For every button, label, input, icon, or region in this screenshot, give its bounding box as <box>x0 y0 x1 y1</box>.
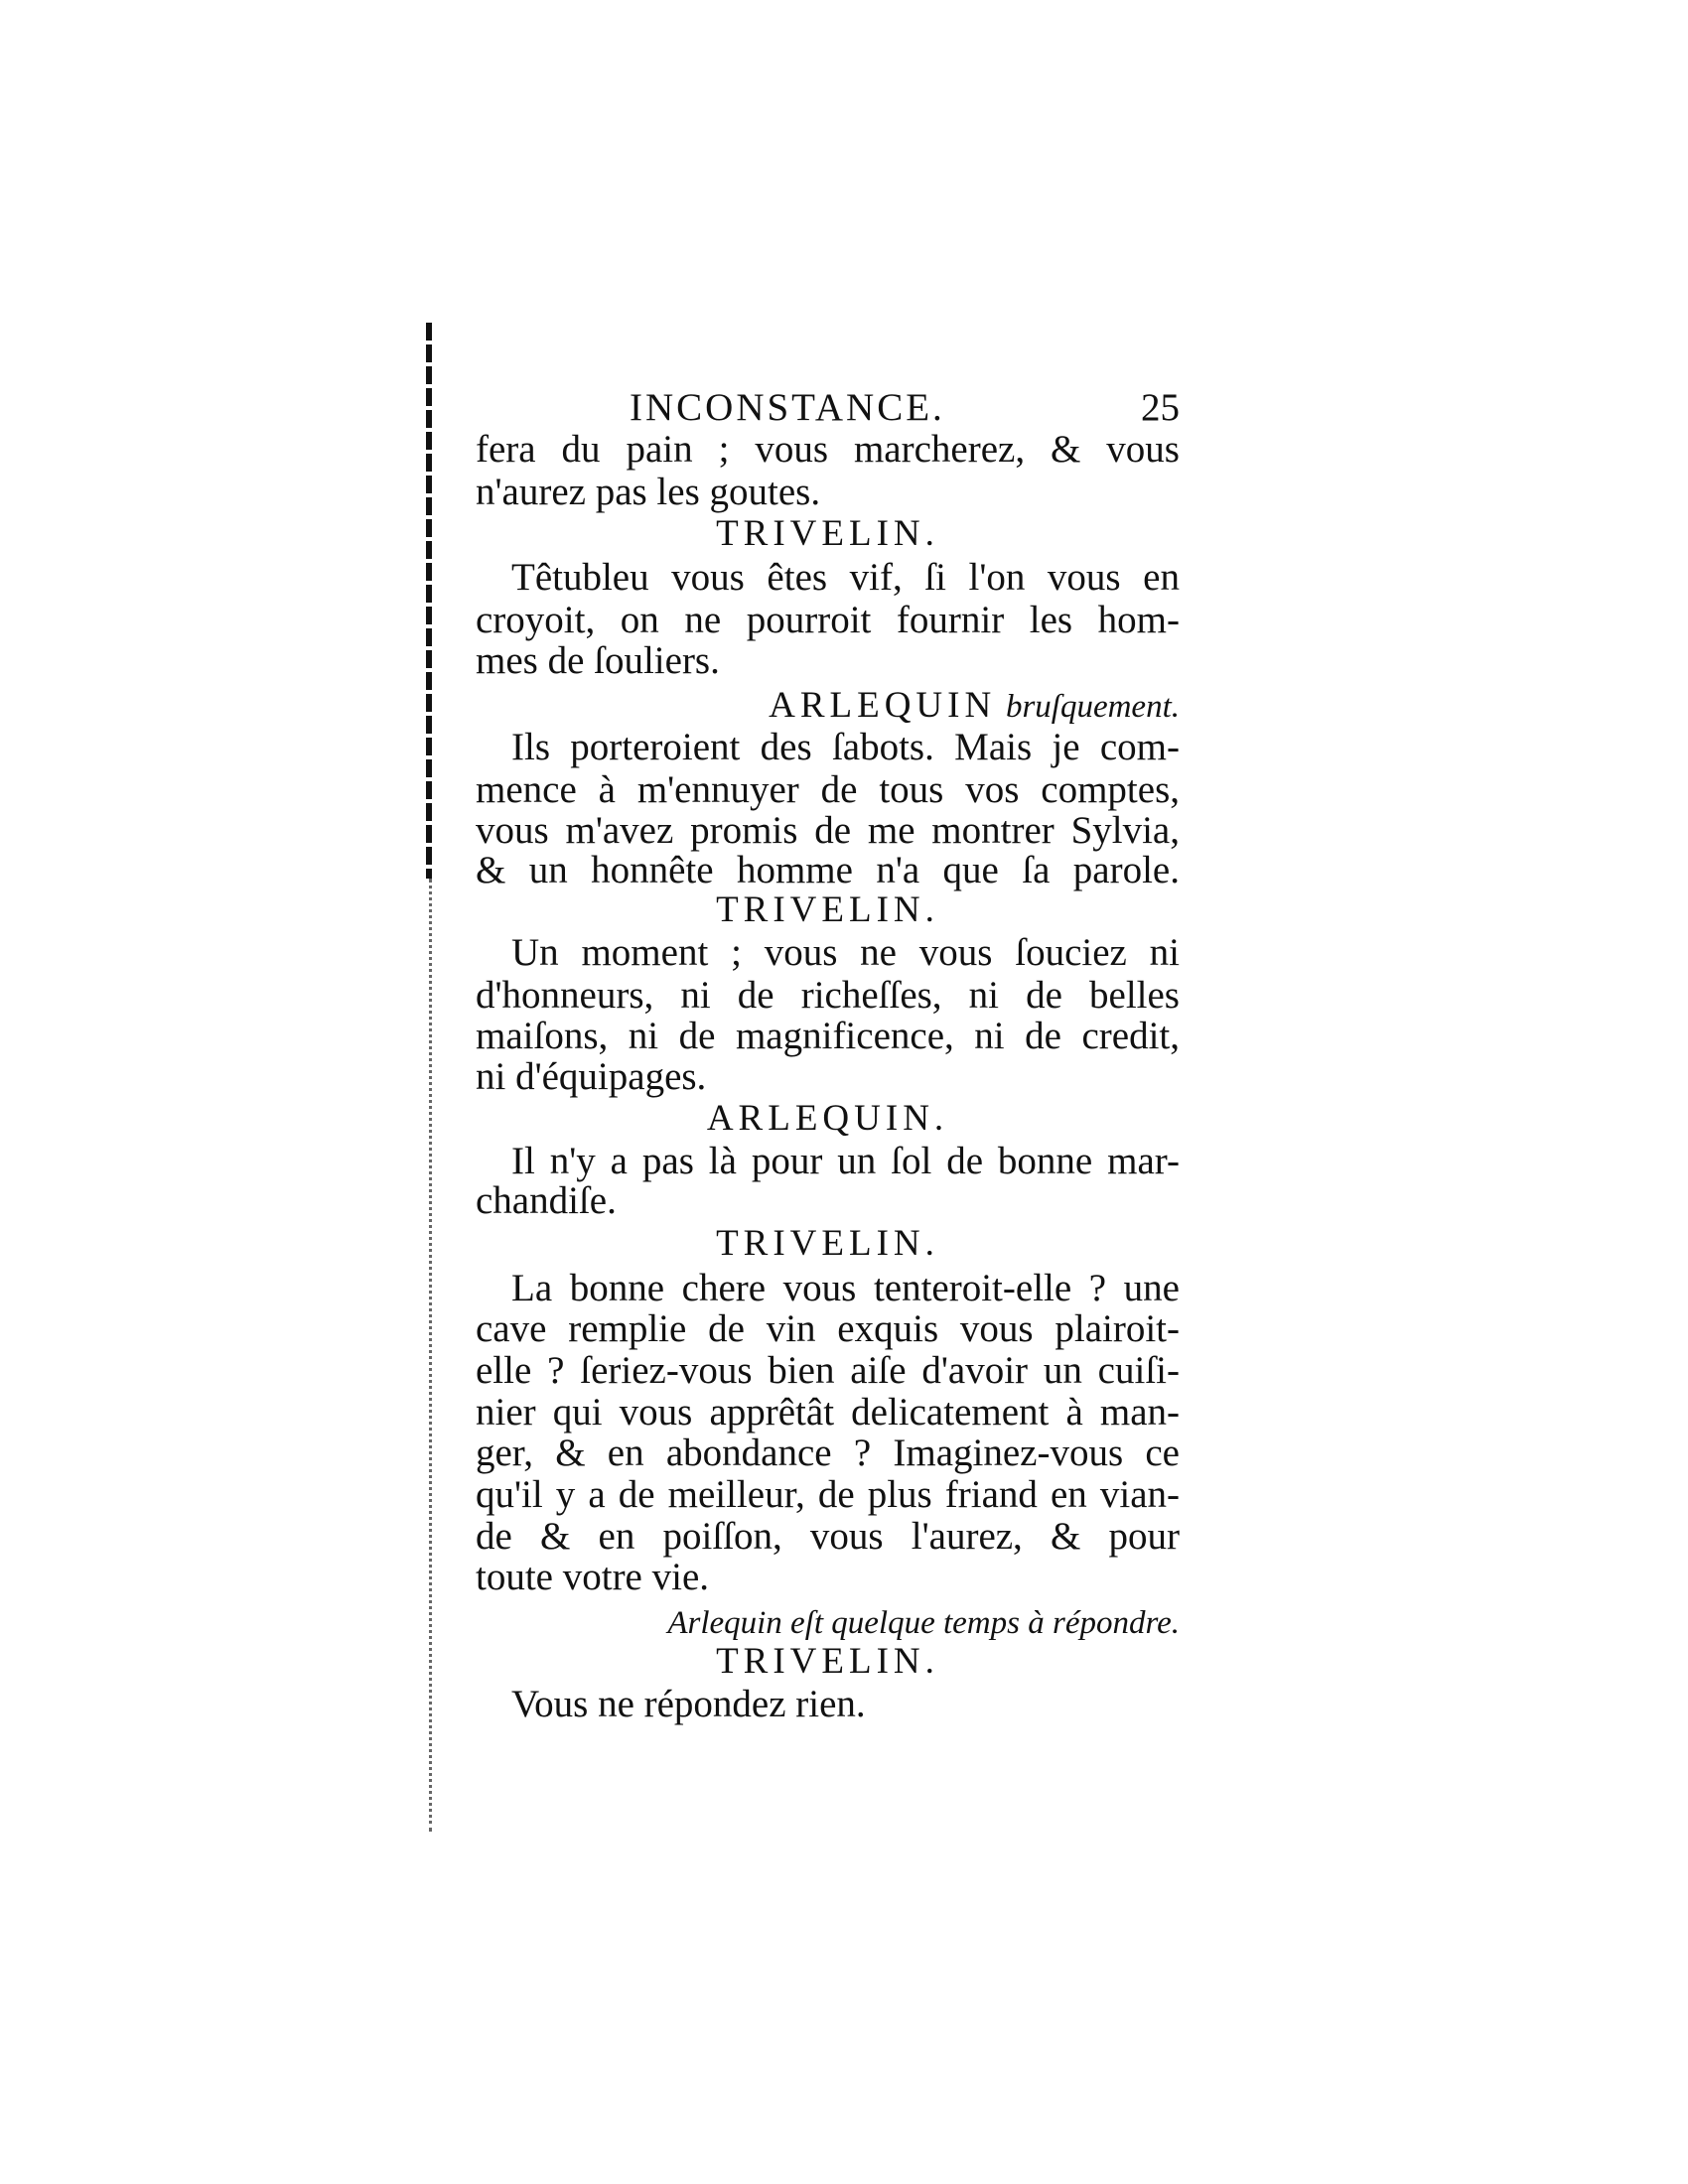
text-line: de & en poiſſon, vous l'aurez, & pour <box>476 1515 1180 1558</box>
text-line: d'honneurs, ni de richeſſes, ni de belles <box>476 974 1180 1017</box>
speaker-name: TRIVELIN. <box>716 1223 939 1264</box>
stage-direction: Arlequin eſt quelque temps à répondre. <box>667 1605 1180 1641</box>
text-line: nier qui vous apprêtât delicatement à man- <box>476 1391 1180 1433</box>
page-number: 25 <box>1141 386 1180 429</box>
binding-edge-mark <box>426 323 432 879</box>
text-line: maiſons, ni de magnificence, ni de credit, <box>476 1015 1180 1057</box>
text-line: Vous ne répondez rien. <box>511 1683 866 1725</box>
text-line: ni d'équipages. <box>476 1055 707 1098</box>
text-line: n'aurez pas les goutes. <box>476 471 821 513</box>
speaker-name: TRIVELIN. <box>716 1641 939 1682</box>
speaker-name: TRIVELIN. <box>716 889 939 930</box>
text-line: chandiſe. <box>476 1179 617 1222</box>
speaker-line <box>476 684 1180 728</box>
text-line: Un moment ; vous ne vous ſouciez ni <box>511 931 1180 974</box>
binding-edge-dots <box>429 879 434 1832</box>
text-line: Ils porteroient des ſabots. Mais je com- <box>511 726 1180 768</box>
text-line: elle ? ſeriez-vous bien aiſe d'avoir un cuiſi- <box>476 1349 1180 1392</box>
text-line: vous m'avez promis de me montrer Sylvia, <box>476 809 1180 852</box>
text-line: La bonne chere vous tenteroit-elle ? une <box>511 1267 1180 1309</box>
text-line: toute votre vie. <box>476 1556 710 1598</box>
text-line: Têtubleu vous êtes vif, ſi l'on vous en <box>511 556 1180 599</box>
text-line: & un honnête homme n'a que ſa parole. <box>476 849 1180 891</box>
text-line: qu'il y a de meilleur, de plus friand en vian- <box>476 1473 1180 1516</box>
text-line: fera du pain ; vous marcherez, & vous <box>476 428 1180 471</box>
text-line: croyoit, on ne pourroit fournir les hom- <box>476 599 1180 641</box>
text-line: ger, & en abondance ? Imaginez-vous ce <box>476 1432 1180 1474</box>
text-line: mes de ſouliers. <box>476 639 720 682</box>
stage-direction: bruſquement. <box>1005 689 1180 725</box>
text-line: Il n'y a pas là pour un ſol de bonne mar- <box>511 1140 1180 1182</box>
speaker-name: TRIVELIN. <box>716 513 939 554</box>
speaker-name: ARLEQUIN. <box>706 1098 949 1139</box>
text-line: cave remplie de vin exquis vous plairoit- <box>476 1307 1180 1350</box>
running-title: INCONSTANCE. <box>630 386 945 429</box>
text-line: mence à m'ennuyer de tous vos comptes, <box>476 768 1180 811</box>
speaker-name: ARLEQUIN <box>769 685 997 726</box>
